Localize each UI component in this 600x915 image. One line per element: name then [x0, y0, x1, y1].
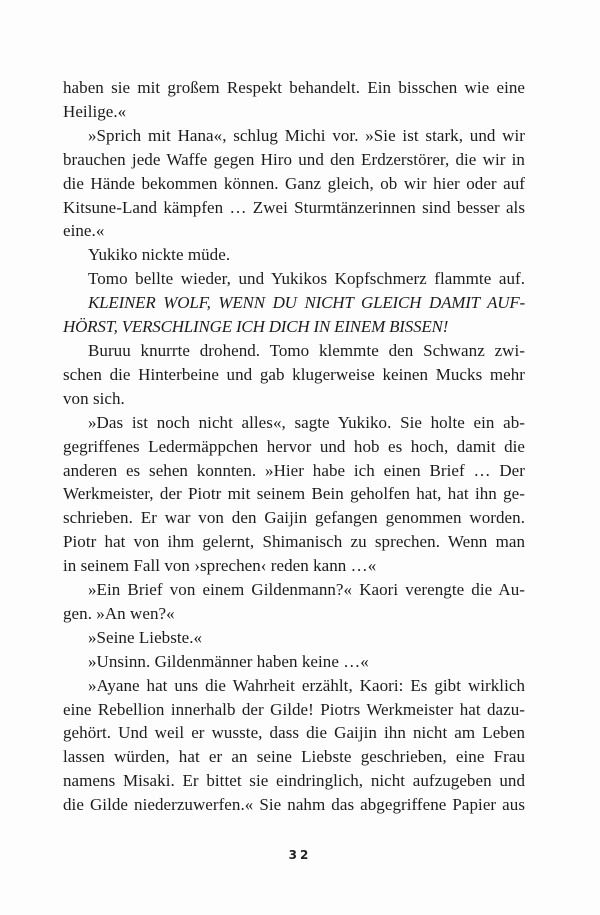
text-line: eine Rebellion innerhalb der Gilde! Piotrs Werkmeister hat dazu-: [63, 699, 525, 719]
text-line: »Das ist noch nicht alles«, sagte Yukiko. Sie holte ein ab-: [88, 412, 525, 432]
text-line: HÖRST, VERSCHLINGE ICH DICH IN EINEM BISSEN!: [63, 317, 449, 337]
text-line: gehört. Und weil er wusste, dass die Gaijin ihn nicht am Leben: [63, 723, 525, 743]
text-line: Kitsune-Land kämpfen … Zwei Sturmtänzerinnen sind besser als: [63, 197, 525, 217]
text-line: Werkmeister, der Piotr mit seinem Bein geholfen hat, hat ihn ge-: [63, 484, 525, 504]
page-number: 32: [288, 848, 312, 862]
text-line: Yukiko nickte müde.: [88, 245, 231, 265]
page-text-block: [63, 76, 525, 817]
paragraph: [63, 267, 525, 291]
text-line: lassen würden, hat er an seine Liebste geschrieben, eine Frau: [63, 747, 525, 767]
paragraph: [63, 243, 525, 267]
text-line: »Ein Brief von einem Gildenmann?« Kaori verengte die Au-: [88, 580, 525, 600]
paragraph: [63, 674, 525, 817]
text-line: »Sprich mit Hana«, schlug Michi vor. »Sie ist stark, und wir: [88, 125, 525, 145]
paragraph: [63, 76, 525, 124]
text-line: Tomo bellte wieder, und Yukikos Kopfschmerz flammte auf.: [88, 269, 525, 289]
text-line: in seinem Fall von ›sprechen‹ reden kann …«: [63, 556, 377, 576]
text-line: haben sie mit großem Respekt behandelt. Ein bisschen wie eine: [63, 78, 525, 97]
text-line: gegriffenes Ledermäppchen hervor und hob es hoch, damit die: [63, 436, 525, 456]
text-line: Heilige.«: [63, 101, 127, 121]
text-line: schen die Hinterbeine und gab klugerweise keinen Mucks mehr: [63, 364, 525, 384]
text-line: Piotr hat von ihm gelernt, Shimanisch zu sprechen. Wenn man: [63, 532, 525, 552]
paragraph: [63, 626, 525, 650]
text-line: namens Misaki. Er bittet sie eindringlich, nicht aufzugeben und: [63, 771, 525, 791]
text-line: eine.«: [63, 221, 105, 241]
paragraph: [63, 650, 525, 674]
text-line: gen. »An wen?«: [63, 603, 175, 623]
text-line: die Hände bekommen können. Ganz gleich, ob wir hier oder auf: [63, 173, 525, 193]
paragraph: [63, 291, 525, 339]
text-line: »Unsinn. Gildenmänner haben keine …«: [88, 651, 369, 671]
text-line: »Seine Liebste.«: [88, 627, 203, 647]
text-line: schrieben. Er war von den Gaijin gefangen genommen worden.: [63, 508, 525, 528]
text-line: von sich.: [63, 388, 125, 408]
text-line: anderen es sehen konnten. »Hier habe ich einen Brief … Der: [63, 460, 525, 480]
text-line: »Ayane hat uns die Wahrheit erzählt, Kaori: Es gibt wirklich: [88, 675, 525, 695]
text-line: brauchen jede Waffe gegen Hiro und den Erdzerstörer, die wir in: [63, 149, 525, 169]
paragraph: [63, 339, 525, 411]
paragraph: [63, 578, 525, 626]
text-line: KLEINER WOLF, WENN DU NICHT GLEICH DAMIT AUF-: [88, 293, 525, 313]
paragraph: [63, 411, 525, 578]
text-line: die Gilde niederzuwerfen.« Sie nahm das abgegriffene Papier aus: [63, 795, 525, 815]
text-line: Buruu knurrte drohend. Tomo klemmte den Schwanz zwi-: [88, 340, 525, 360]
paragraph: [63, 124, 525, 244]
